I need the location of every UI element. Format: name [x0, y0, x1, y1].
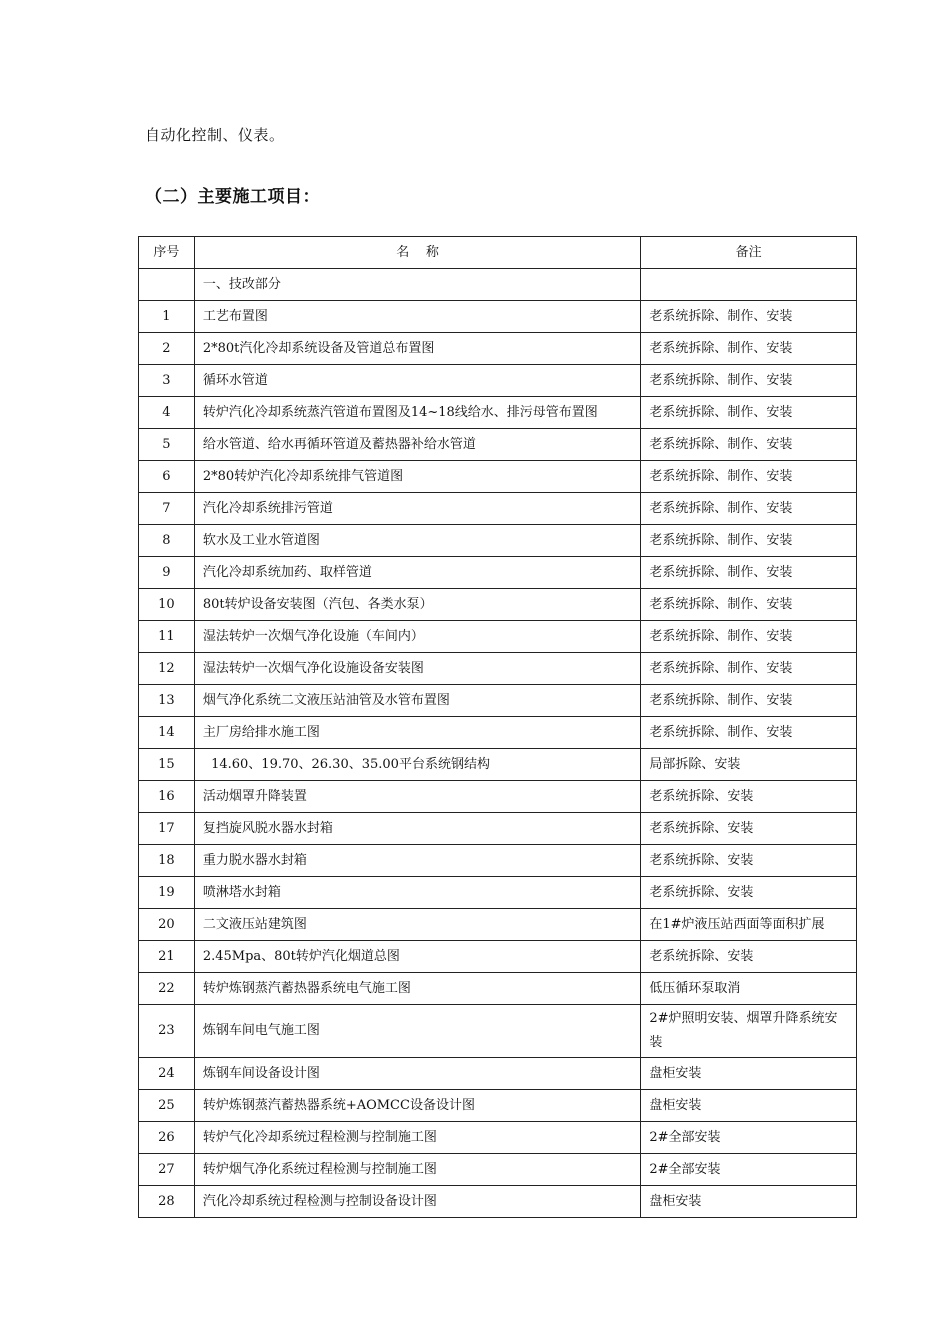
- table-row: [139, 685, 857, 717]
- row-note: 老系统拆除、安装: [641, 845, 857, 877]
- row-name: 给水管道、给水再循环管道及蓄热器补给水管道: [194, 429, 641, 461]
- row-note: 老系统拆除、制作、安装: [641, 557, 857, 589]
- row-name: 转炉烟气净化系统过程检测与控制施工图: [194, 1154, 641, 1186]
- row-note: 老系统拆除、制作、安装: [641, 493, 857, 525]
- row-name: 14.60、19.70、26.30、35.00平台系统钢结构: [194, 749, 641, 781]
- table-row: [139, 589, 857, 621]
- row-note: 2#炉照明安装、烟罩升降系统安装: [641, 1005, 857, 1058]
- table-row: [139, 397, 857, 429]
- row-note: 盘柜安装: [641, 1058, 857, 1090]
- row-number: 10: [139, 589, 195, 621]
- row-number: 25: [139, 1090, 195, 1122]
- row-number: 13: [139, 685, 195, 717]
- table-row: [139, 333, 857, 365]
- row-name: 重力脱水器水封箱: [194, 845, 641, 877]
- row-note: 老系统拆除、制作、安装: [641, 461, 857, 493]
- table-row: [139, 429, 857, 461]
- row-number: 19: [139, 877, 195, 909]
- table-row: [139, 1122, 857, 1154]
- table-row: [139, 653, 857, 685]
- row-number: 16: [139, 781, 195, 813]
- header-no: 序号: [139, 237, 195, 269]
- row-name: 转炉炼钢蒸汽蓄热器系统+AOMCC设备设计图: [194, 1090, 641, 1122]
- construction-items-table: [138, 236, 857, 1218]
- row-name: 喷淋塔水封箱: [194, 877, 641, 909]
- table-row: [139, 717, 857, 749]
- row-name: 二文液压站建筑图: [194, 909, 641, 941]
- row-number: 18: [139, 845, 195, 877]
- header-note: 备注: [641, 237, 857, 269]
- row-name: 2*80转炉汽化冷却系统排气管道图: [194, 461, 641, 493]
- row-name: 烟气净化系统二文液压站油管及水管布置图: [194, 685, 641, 717]
- row-name: 80t转炉设备安装图（汽包、各类水泵）: [194, 589, 641, 621]
- row-number: 6: [139, 461, 195, 493]
- row-number: 14: [139, 717, 195, 749]
- table-row: [139, 1154, 857, 1186]
- row-name: 2*80t汽化冷却系统设备及管道总布置图: [194, 333, 641, 365]
- table-row: [139, 909, 857, 941]
- row-number: 23: [139, 1005, 195, 1058]
- table-row: [139, 1186, 857, 1218]
- row-note: 老系统拆除、制作、安装: [641, 365, 857, 397]
- group-row-note: [641, 269, 857, 301]
- table-row: [139, 1058, 857, 1090]
- table-row: [139, 1005, 857, 1058]
- group-row-no: [139, 269, 195, 301]
- table-row: [139, 781, 857, 813]
- row-name: 转炉汽化冷却系统蒸汽管道布置图及14~18线给水、排污母管布置图: [194, 397, 641, 429]
- row-name: 汽化冷却系统过程检测与控制设备设计图: [194, 1186, 641, 1218]
- row-number: 12: [139, 653, 195, 685]
- row-note: 老系统拆除、安装: [641, 781, 857, 813]
- row-name: 软水及工业水管道图: [194, 525, 641, 557]
- table-row: [139, 493, 857, 525]
- row-note: 老系统拆除、制作、安装: [641, 333, 857, 365]
- row-note: 老系统拆除、安装: [641, 941, 857, 973]
- row-note: 老系统拆除、制作、安装: [641, 301, 857, 333]
- row-name: 湿法转炉一次烟气净化设施设备安装图: [194, 653, 641, 685]
- row-name: 汽化冷却系统排污管道: [194, 493, 641, 525]
- row-number: 8: [139, 525, 195, 557]
- row-number: 9: [139, 557, 195, 589]
- intro-text: 自动化控制、仪表。: [145, 126, 285, 144]
- table-row: [139, 941, 857, 973]
- row-number: 4: [139, 397, 195, 429]
- table-row: [139, 813, 857, 845]
- row-name: 炼钢车间设备设计图: [194, 1058, 641, 1090]
- row-note: 老系统拆除、制作、安装: [641, 653, 857, 685]
- table-header-row: [139, 237, 857, 269]
- row-number: 11: [139, 621, 195, 653]
- row-name: 活动烟罩升降装置: [194, 781, 641, 813]
- row-name: 主厂房给排水施工图: [194, 717, 641, 749]
- row-number: 2: [139, 333, 195, 365]
- row-note: 老系统拆除、制作、安装: [641, 621, 857, 653]
- table-row: [139, 301, 857, 333]
- group-row: [139, 269, 857, 301]
- table-row: [139, 525, 857, 557]
- row-note: 低压循环泵取消: [641, 973, 857, 1005]
- row-note: 老系统拆除、制作、安装: [641, 525, 857, 557]
- table-row: [139, 1090, 857, 1122]
- group-label: 一、技改部分: [194, 269, 641, 301]
- row-number: 24: [139, 1058, 195, 1090]
- table-row: [139, 973, 857, 1005]
- row-name: 汽化冷却系统加药、取样管道: [194, 557, 641, 589]
- row-note: 老系统拆除、安装: [641, 813, 857, 845]
- table-row: [139, 749, 857, 781]
- table-row: [139, 461, 857, 493]
- row-note: 老系统拆除、制作、安装: [641, 589, 857, 621]
- row-note: 盘柜安装: [641, 1186, 857, 1218]
- section-title: （二）主要施工项目：: [145, 187, 320, 207]
- row-note: 老系统拆除、制作、安装: [641, 717, 857, 749]
- row-number: 21: [139, 941, 195, 973]
- table-row: [139, 621, 857, 653]
- row-number: 28: [139, 1186, 195, 1218]
- header-name: 名 称: [194, 237, 641, 269]
- row-note: 老系统拆除、制作、安装: [641, 429, 857, 461]
- row-number: 5: [139, 429, 195, 461]
- row-name: 2.45Mpa、80t转炉汽化烟道总图: [194, 941, 641, 973]
- row-note: 2#全部安装: [641, 1122, 857, 1154]
- row-number: 3: [139, 365, 195, 397]
- row-note: 老系统拆除、制作、安装: [641, 685, 857, 717]
- row-number: 27: [139, 1154, 195, 1186]
- row-note: 局部拆除、安装: [641, 749, 857, 781]
- table-row: [139, 877, 857, 909]
- row-name: 循环水管道: [194, 365, 641, 397]
- row-note: 在1#炉液压站西面等面积扩展: [641, 909, 857, 941]
- row-number: 1: [139, 301, 195, 333]
- row-name: 转炉炼钢蒸汽蓄热器系统电气施工图: [194, 973, 641, 1005]
- row-note: 老系统拆除、安装: [641, 877, 857, 909]
- row-name: 转炉气化冷却系统过程检测与控制施工图: [194, 1122, 641, 1154]
- row-note: 2#全部安装: [641, 1154, 857, 1186]
- row-name: 炼钢车间电气施工图: [194, 1005, 641, 1058]
- row-name: 湿法转炉一次烟气净化设施（车间内）: [194, 621, 641, 653]
- row-name: 复挡旋风脱水器水封箱: [194, 813, 641, 845]
- row-note: 盘柜安装: [641, 1090, 857, 1122]
- row-number: 26: [139, 1122, 195, 1154]
- row-number: 7: [139, 493, 195, 525]
- row-number: 15: [139, 749, 195, 781]
- row-note: 老系统拆除、制作、安装: [641, 397, 857, 429]
- row-number: 22: [139, 973, 195, 1005]
- table-row: [139, 365, 857, 397]
- row-number: 20: [139, 909, 195, 941]
- table-row: [139, 557, 857, 589]
- row-number: 17: [139, 813, 195, 845]
- table-row: [139, 845, 857, 877]
- row-name: 工艺布置图: [194, 301, 641, 333]
